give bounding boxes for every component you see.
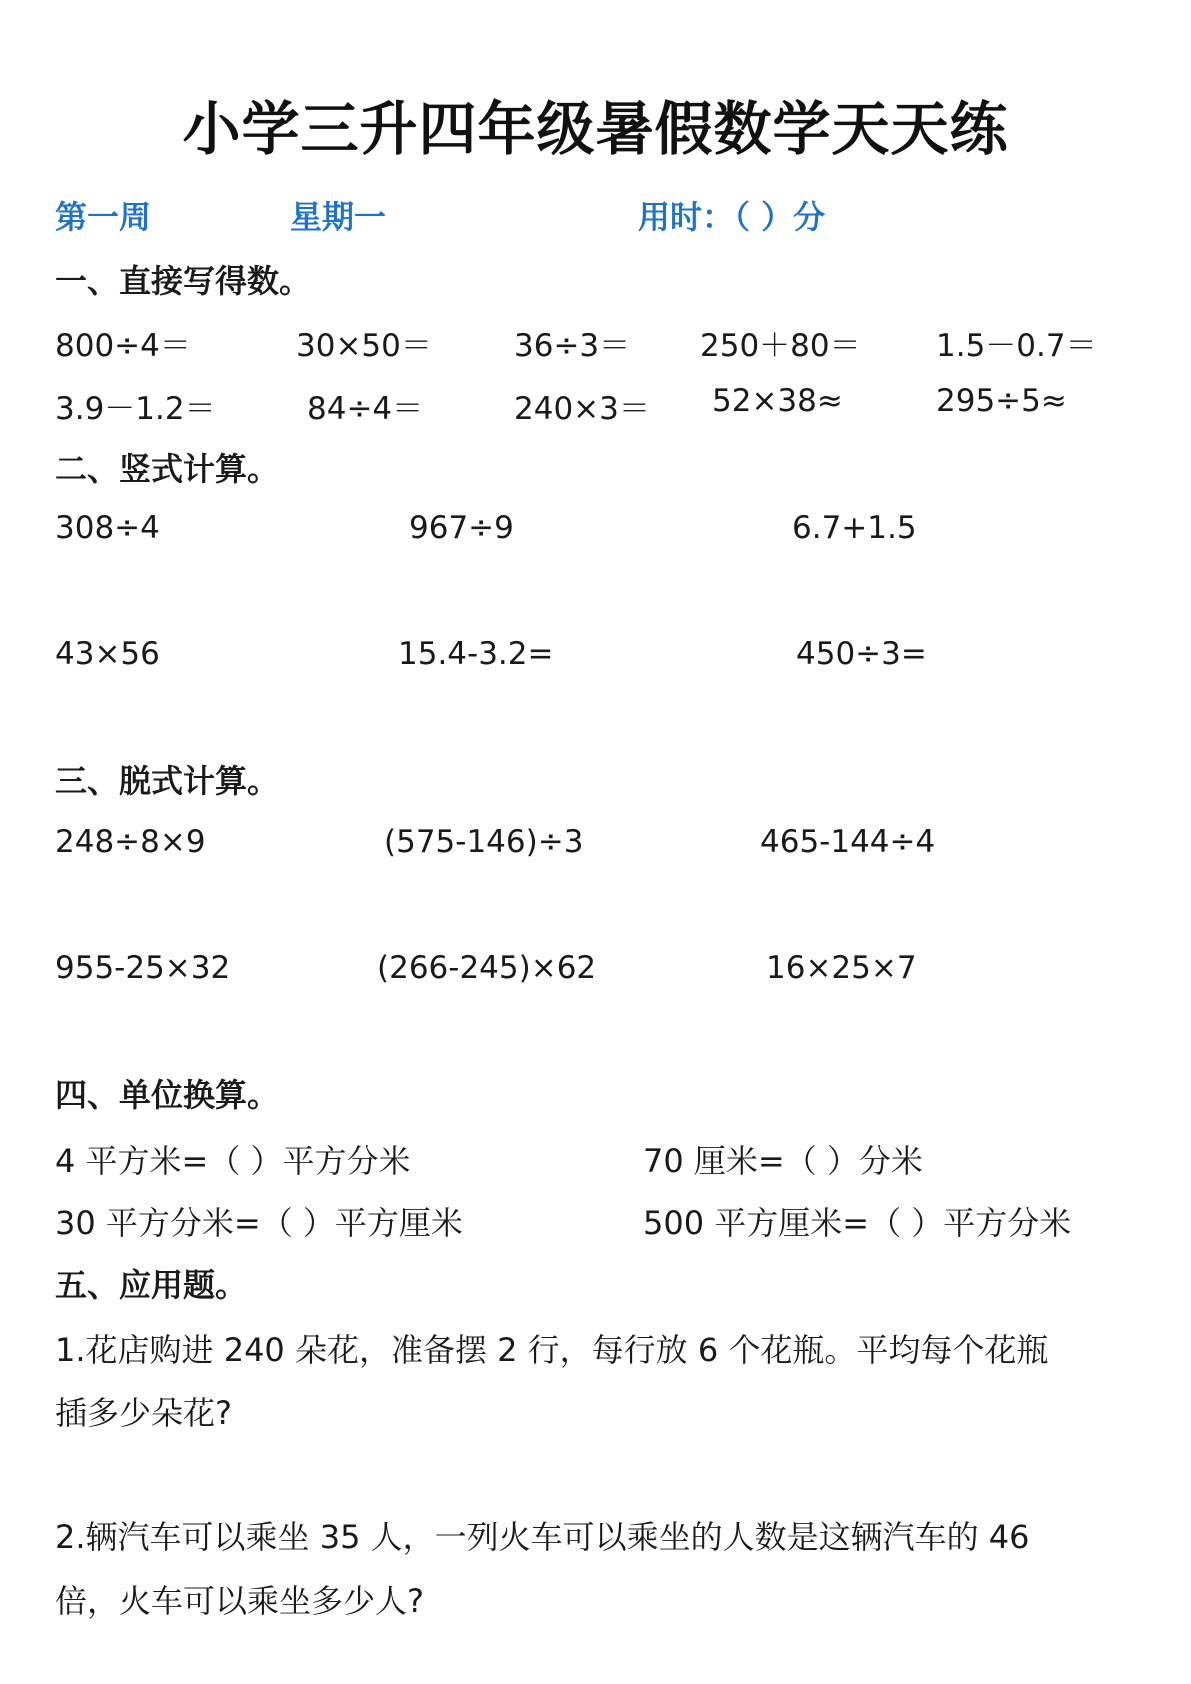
vertical-item: 15.4-3.2= [398, 636, 554, 672]
direct-item: 52×38≈ [712, 383, 843, 419]
vertical-item: 6.7+1.5 [792, 510, 917, 546]
vertical-item: 967÷9 [409, 510, 514, 546]
stepwise-item: (266-245)×62 [377, 950, 597, 986]
section-heading-units: 四、单位换算。 [55, 1076, 280, 1114]
section-heading-word-problems: 五、应用题。 [55, 1266, 248, 1304]
time-used-label: 用时：（ ）分 [638, 198, 826, 236]
stepwise-item: 248÷8×9 [55, 824, 206, 860]
direct-item: 84÷4＝ [307, 391, 424, 427]
stepwise-item: (575-146)÷3 [384, 824, 584, 860]
word-problem-2: 2.辆汽车可以乘坐 35 人，一列火车可以乘坐的人数是这辆汽车的 46 [55, 1518, 1030, 1556]
direct-item: 250＋80＝ [700, 328, 861, 364]
day-label: 星期一 [290, 198, 387, 236]
unit-conversion-item: 500 平方厘米=（ ）平方分米 [643, 1204, 1072, 1242]
unit-conversion-item: 70 厘米=（ ）分米 [643, 1142, 923, 1180]
vertical-item: 308÷4 [55, 510, 160, 546]
word-problem-1: 1.花店购进 240 朵花，准备摆 2 行，每行放 6 个花瓶。平均每个花瓶 [55, 1331, 1049, 1369]
stepwise-item: 955-25×32 [55, 950, 231, 986]
stepwise-item: 465-144÷4 [760, 824, 936, 860]
direct-item: 1.5－0.7＝ [936, 328, 1097, 364]
section-heading-stepwise: 三、脱式计算。 [55, 762, 280, 800]
section-heading-vertical: 二、竖式计算。 [55, 450, 280, 488]
unit-conversion-item: 30 平方分米=（ ）平方厘米 [55, 1204, 463, 1242]
direct-item: 240×3＝ [514, 391, 650, 427]
stepwise-item: 16×25×7 [766, 950, 917, 986]
week-label: 第一周 [55, 198, 152, 236]
direct-item: 36÷3＝ [514, 328, 631, 364]
worksheet-title: 小学三升四年级暑假数学天天练 [182, 95, 1009, 163]
direct-item: 295÷5≈ [936, 383, 1067, 419]
vertical-item: 450÷3= [796, 636, 927, 672]
direct-item: 3.9－1.2＝ [55, 391, 216, 427]
vertical-item: 43×56 [55, 636, 160, 672]
unit-conversion-item: 4 平方米=（ ）平方分米 [55, 1142, 411, 1180]
direct-item: 30×50＝ [296, 328, 432, 364]
word-problem-1-continued: 插多少朵花? [55, 1394, 232, 1432]
direct-item: 800÷4＝ [55, 328, 191, 364]
section-heading-direct: 一、直接写得数。 [55, 262, 312, 300]
word-problem-2-continued: 倍，火车可以乘坐多少人? [55, 1582, 424, 1620]
